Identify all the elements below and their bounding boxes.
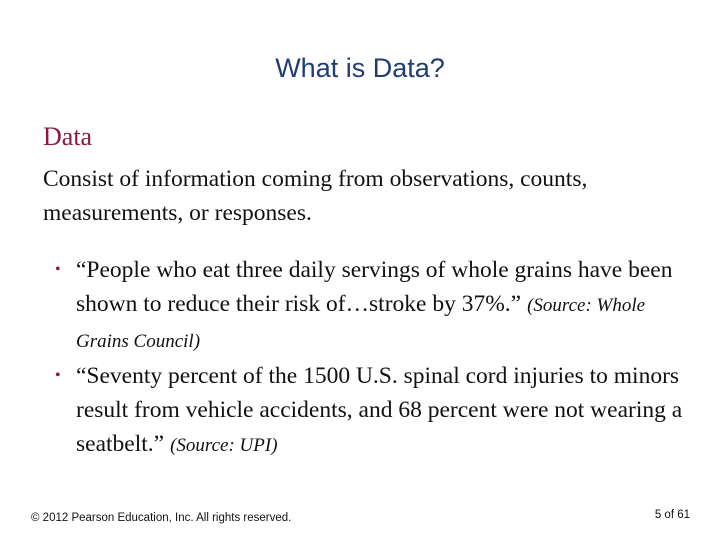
bullet-marker-icon: • bbox=[55, 367, 61, 384]
bullet-source: (Source: UPI) bbox=[170, 435, 278, 456]
bullet-source: (Source: Whole Grains Council) bbox=[76, 295, 646, 352]
bullet-item bbox=[55, 253, 685, 359]
term-heading: Data bbox=[43, 122, 93, 151]
bullet-marker-icon: • bbox=[55, 261, 61, 278]
copyright-footer: © 2012 Pearson Education, Inc. All rights reserved. bbox=[31, 512, 292, 524]
slide-title: What is Data? bbox=[275, 53, 445, 83]
bullet-list bbox=[55, 253, 685, 463]
page-number: 5 of 61 bbox=[654, 509, 690, 521]
bullet-quote: “Seventy percent of the 1500 U.S. spinal cord injuries to minors result from vehicle accidents, and 68 percent were not wearing a seatbelt.” bbox=[76, 363, 683, 457]
definition-text: Consist of information coming from observations, counts, measurements, or responses. bbox=[43, 166, 588, 226]
bullet-item bbox=[55, 359, 685, 463]
bullet-quote: “People who eat three daily servings of whole grains have been shown to reduce their risk of…stroke by 37%.” bbox=[76, 257, 673, 317]
